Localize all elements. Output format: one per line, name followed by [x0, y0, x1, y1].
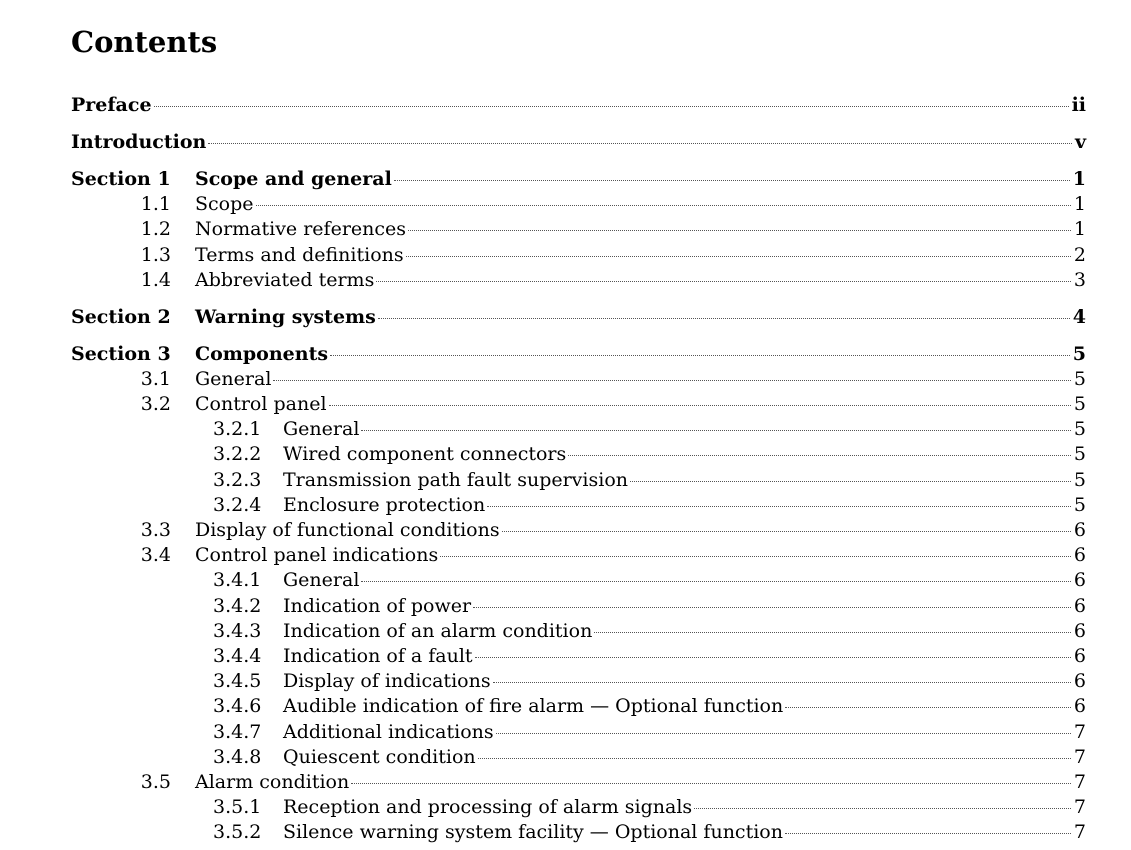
toc-entry-number: 3.4.1	[213, 569, 262, 592]
toc-entry-page-number: 5	[1073, 418, 1086, 441]
toc-entry-page-number: 6	[1073, 695, 1086, 718]
toc-entry[interactable]	[71, 745, 1086, 770]
dot-leader	[487, 506, 1071, 507]
toc-entry-number: 3.4.8	[213, 745, 262, 768]
toc-entry-title: General	[195, 367, 272, 390]
toc-entry[interactable]	[71, 342, 1086, 367]
toc-entry[interactable]	[71, 468, 1086, 493]
toc-entry-page-number: 1	[1073, 218, 1086, 241]
toc-entry-title: Scope and general	[195, 167, 392, 190]
toc-entry[interactable]	[71, 130, 1086, 155]
toc-entry-page-number: 7	[1073, 720, 1086, 743]
dot-leader	[329, 405, 1071, 406]
toc-entry-page-number: 1	[1072, 167, 1086, 190]
toc-entry-number: 3.5.2	[213, 821, 262, 844]
toc-entry-title: General	[283, 418, 360, 441]
toc-entry-page-number: 7	[1073, 770, 1086, 793]
toc-entry[interactable]	[71, 493, 1086, 518]
toc-entry[interactable]	[71, 167, 1086, 192]
toc-entry-number: 3.4.3	[213, 619, 262, 642]
toc-entry-page-number: 2	[1073, 243, 1086, 266]
toc-entry-number: Section 2	[71, 305, 171, 328]
dot-leader	[394, 180, 1070, 181]
toc-entry-title: General	[283, 569, 360, 592]
dot-leader	[473, 607, 1071, 608]
toc-entry[interactable]	[71, 217, 1086, 242]
page-title: Contents	[71, 25, 218, 59]
dot-leader	[475, 657, 1071, 658]
toc-entry-title: Audible indication of fire alarm — Optional function	[283, 695, 784, 718]
toc-entry-page-number: 6	[1073, 544, 1086, 567]
toc-entry-title: Additional indications	[283, 720, 494, 743]
toc-entry-number: Section 3	[71, 342, 171, 365]
dot-leader	[378, 318, 1070, 319]
toc-entry-page-number: 5	[1073, 367, 1086, 390]
dot-leader	[273, 380, 1071, 381]
dot-leader	[208, 143, 1072, 144]
toc-entry-title: Warning systems	[195, 305, 376, 328]
dot-leader	[502, 531, 1071, 532]
toc-entry[interactable]	[71, 392, 1086, 417]
toc-entry-number: 3.4.6	[213, 695, 262, 718]
dot-leader	[785, 707, 1071, 708]
toc-entry-title: Abbreviated terms	[195, 268, 375, 291]
table-of-contents	[71, 93, 1086, 845]
dot-leader	[406, 256, 1071, 257]
toc-entry[interactable]	[71, 594, 1086, 619]
toc-entry[interactable]	[71, 268, 1086, 293]
toc-entry-title: Enclosure protection	[283, 493, 486, 516]
toc-entry-page-number: 5	[1073, 468, 1086, 491]
toc-entry[interactable]	[71, 795, 1086, 820]
toc-entry-title: Terms and definitions	[195, 243, 404, 266]
dot-leader	[408, 230, 1071, 231]
toc-entry-title: Reception and processing of alarm signals	[283, 796, 693, 819]
toc-entry-title: Display of indications	[283, 670, 491, 693]
dot-leader	[694, 808, 1071, 809]
toc-entry-number: 3.4.4	[213, 644, 262, 667]
toc-entry-page-number: 6	[1073, 619, 1086, 642]
toc-entry-page-number: 7	[1073, 745, 1086, 768]
toc-entry-number: 1.3	[140, 243, 171, 266]
dot-leader	[361, 430, 1071, 431]
toc-entry-title: Preface	[71, 94, 152, 116]
toc-entry-page-number: ii	[1071, 94, 1086, 116]
toc-entry-number: 3.4.2	[213, 594, 262, 617]
toc-entry-number: 1.2	[140, 218, 171, 241]
toc-entry[interactable]	[71, 192, 1086, 217]
toc-entry[interactable]	[71, 644, 1086, 669]
toc-entry-title: Indication of an alarm condition	[283, 619, 593, 642]
toc-entry[interactable]	[71, 669, 1086, 694]
toc-entry[interactable]	[71, 820, 1086, 845]
toc-entry-title: Indication of power	[283, 594, 472, 617]
toc-entry[interactable]	[71, 367, 1086, 392]
toc-entry[interactable]	[71, 568, 1086, 593]
toc-entry-number: Section 1	[71, 167, 171, 190]
dot-leader	[493, 682, 1071, 683]
dot-leader	[154, 106, 1069, 107]
toc-entry[interactable]	[71, 543, 1086, 568]
toc-entry-title: Quiescent condition	[283, 745, 476, 768]
dot-leader	[496, 733, 1071, 734]
toc-entry-title: Display of functional conditions	[195, 519, 500, 541]
toc-entry-title: Normative references	[195, 218, 407, 241]
toc-entry[interactable]	[71, 417, 1086, 442]
dot-leader	[440, 556, 1071, 557]
toc-entry-number: 3.4.7	[213, 720, 262, 743]
toc-entry-title: Wired component connectors	[283, 443, 567, 466]
toc-entry-page-number: 7	[1073, 796, 1086, 819]
toc-entry-page-number: 5	[1072, 342, 1086, 365]
toc-entry-title: Alarm condition	[195, 770, 350, 793]
toc-entry[interactable]	[71, 243, 1086, 268]
dot-leader	[330, 355, 1070, 356]
toc-entry-page-number: 6	[1073, 594, 1086, 617]
dot-leader	[478, 758, 1071, 759]
toc-entry-page-number: 7	[1073, 821, 1086, 844]
toc-entry-title: Control panel indications	[195, 544, 439, 567]
toc-entry-page-number: 5	[1073, 493, 1086, 516]
toc-entry-page-number: 3	[1073, 268, 1086, 291]
toc-entry[interactable]	[71, 720, 1086, 745]
toc-entry[interactable]	[71, 93, 1086, 118]
toc-entry-page-number: 6	[1073, 644, 1086, 667]
toc-entry-number: 3.5	[140, 770, 171, 793]
toc-entry-number: 3.2	[140, 393, 171, 416]
toc-entry-number: 3.1	[140, 367, 171, 390]
toc-entry-title: Transmission path fault supervision	[283, 468, 628, 491]
toc-entry-title: Control panel	[195, 393, 327, 416]
toc-entry-page-number: 6	[1073, 569, 1086, 592]
toc-entry-title: Introduction	[71, 130, 207, 153]
dot-leader	[568, 455, 1071, 456]
toc-entry-title: Scope	[195, 193, 254, 216]
toc-entry-page-number: v	[1074, 130, 1086, 153]
toc-entry-number: 3.2.1	[213, 418, 262, 441]
toc-entry[interactable]	[71, 694, 1086, 719]
toc-entry[interactable]	[71, 770, 1086, 795]
toc-entry-page-number: 5	[1073, 443, 1086, 466]
toc-entry[interactable]	[71, 305, 1086, 330]
toc-entry-number: 3.2.4	[213, 493, 262, 516]
toc-entry-page-number: 5	[1073, 393, 1086, 416]
toc-entry-title: Silence warning system facility — Optional function	[283, 821, 783, 844]
toc-entry[interactable]	[71, 619, 1086, 644]
toc-entry-number: 3.4.5	[213, 670, 262, 693]
toc-entry-number: 3.2.3	[213, 468, 262, 491]
dot-leader	[594, 632, 1071, 633]
toc-entry-page-number: 6	[1073, 670, 1086, 693]
toc-entry-title: Components	[195, 342, 329, 365]
toc-entry-number: 1.1	[140, 193, 171, 216]
toc-entry-number: 3.3	[140, 519, 171, 541]
toc-entry[interactable]	[71, 518, 1086, 543]
toc-entry-number: 1.4	[140, 268, 171, 291]
dot-leader	[785, 833, 1071, 834]
toc-entry-number: 3.5.1	[213, 796, 262, 819]
toc-entry-page-number: 6	[1073, 519, 1086, 541]
dot-leader	[630, 481, 1071, 482]
dot-leader	[361, 581, 1071, 582]
toc-entry[interactable]	[71, 442, 1086, 467]
toc-entry-title: Indication of a fault	[283, 644, 473, 667]
toc-entry-number: 3.4	[140, 544, 171, 567]
toc-entry-page-number: 4	[1072, 305, 1086, 328]
dot-leader	[256, 205, 1071, 206]
dot-leader	[376, 281, 1071, 282]
toc-entry-page-number: 1	[1073, 193, 1086, 216]
toc-entry-number: 3.2.2	[213, 443, 262, 466]
dot-leader	[351, 783, 1071, 784]
